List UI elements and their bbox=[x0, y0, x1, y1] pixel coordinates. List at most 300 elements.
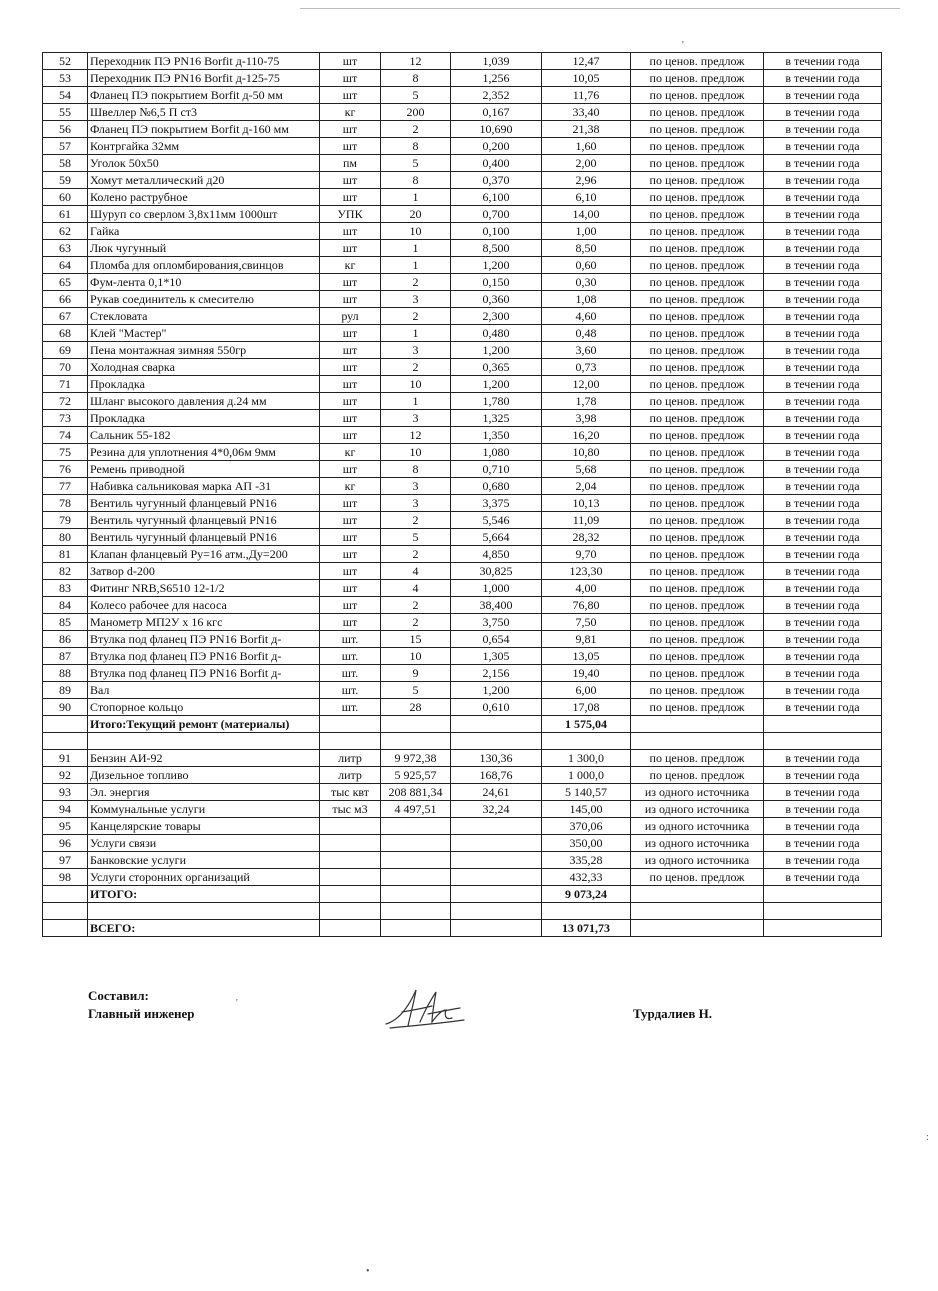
quantity-cell: 1 bbox=[381, 257, 451, 274]
table-row bbox=[43, 189, 882, 206]
total-sum-cell: 10,80 bbox=[542, 444, 631, 461]
row-number-cell: 86 bbox=[43, 631, 88, 648]
procurement-method-cell: по ценов. предлож bbox=[631, 206, 764, 223]
unit-price-cell: 6,100 bbox=[451, 189, 542, 206]
quantity-cell bbox=[381, 716, 451, 733]
unit-cell: шт bbox=[320, 461, 381, 478]
unit-cell: шт. bbox=[320, 631, 381, 648]
table-row bbox=[43, 376, 882, 393]
procurement-method-cell: по ценов. предлож bbox=[631, 393, 764, 410]
item-name-cell: Стопорное кольцо bbox=[88, 699, 320, 716]
delivery-term-cell: в течении года bbox=[764, 393, 882, 410]
unit-cell: шт bbox=[320, 376, 381, 393]
unit-price-cell: 0,480 bbox=[451, 325, 542, 342]
total-sum-cell: 432,33 bbox=[542, 869, 631, 886]
unit-cell bbox=[320, 886, 381, 903]
unit-price-cell bbox=[451, 733, 542, 750]
total-sum-cell: 0,48 bbox=[542, 325, 631, 342]
row-number-cell: 57 bbox=[43, 138, 88, 155]
total-sum-cell: 7,50 bbox=[542, 614, 631, 631]
table-row bbox=[43, 733, 882, 750]
unit-price-cell: 2,300 bbox=[451, 308, 542, 325]
procurement-method-cell: по ценов. предлож bbox=[631, 257, 764, 274]
row-number-cell: 58 bbox=[43, 155, 88, 172]
item-name-cell: Бензин АИ-92 bbox=[88, 750, 320, 767]
unit-price-cell: 1,200 bbox=[451, 342, 542, 359]
unit-cell bbox=[320, 903, 381, 920]
quantity-cell: 10 bbox=[381, 223, 451, 240]
total-sum-cell: 4,00 bbox=[542, 580, 631, 597]
delivery-term-cell: в течении года bbox=[764, 461, 882, 478]
unit-cell: шт bbox=[320, 410, 381, 427]
unit-cell: шт bbox=[320, 529, 381, 546]
delivery-term-cell: в течении года bbox=[764, 699, 882, 716]
total-sum-cell: 13,05 bbox=[542, 648, 631, 665]
quantity-cell: 1 bbox=[381, 325, 451, 342]
unit-price-cell: 5,546 bbox=[451, 512, 542, 529]
row-number-cell: 73 bbox=[43, 410, 88, 427]
total-sum-cell: 2,00 bbox=[542, 155, 631, 172]
total-sum-cell: 1 000,0 bbox=[542, 767, 631, 784]
unit-price-cell: 2,352 bbox=[451, 87, 542, 104]
procurement-method-cell: по ценов. предлож bbox=[631, 376, 764, 393]
delivery-term-cell: в течении года bbox=[764, 444, 882, 461]
table-row bbox=[43, 835, 882, 852]
item-name-cell: Стекловата bbox=[88, 308, 320, 325]
table-row bbox=[43, 155, 882, 172]
table-row bbox=[43, 70, 882, 87]
total-sum-cell: 1 575,04 bbox=[542, 716, 631, 733]
unit-cell: пм bbox=[320, 155, 381, 172]
delivery-term-cell: в течении года bbox=[764, 189, 882, 206]
unit-price-cell bbox=[451, 886, 542, 903]
quantity-cell bbox=[381, 920, 451, 937]
quantity-cell bbox=[381, 886, 451, 903]
unit-price-cell: 5,664 bbox=[451, 529, 542, 546]
unit-cell: рул bbox=[320, 308, 381, 325]
row-number-cell: 52 bbox=[43, 53, 88, 70]
delivery-term-cell: в течении года bbox=[764, 257, 882, 274]
delivery-term-cell: в течении года bbox=[764, 801, 882, 818]
quantity-cell: 3 bbox=[381, 478, 451, 495]
row-number-cell: 66 bbox=[43, 291, 88, 308]
table-row bbox=[43, 444, 882, 461]
table-row bbox=[43, 563, 882, 580]
total-sum-cell: 12,47 bbox=[542, 53, 631, 70]
procurement-method-cell: по ценов. предлож bbox=[631, 325, 764, 342]
procurement-method-cell: по ценов. предлож bbox=[631, 665, 764, 682]
unit-price-cell bbox=[451, 716, 542, 733]
total-sum-cell: 76,80 bbox=[542, 597, 631, 614]
scan-speck: ' bbox=[236, 998, 238, 1009]
row-number-cell: 83 bbox=[43, 580, 88, 597]
total-sum-cell: 350,00 bbox=[542, 835, 631, 852]
quantity-cell: 9 972,38 bbox=[381, 750, 451, 767]
row-number-cell: 75 bbox=[43, 444, 88, 461]
row-number-cell: 94 bbox=[43, 801, 88, 818]
item-name-cell: Канцелярские товары bbox=[88, 818, 320, 835]
table-row bbox=[43, 597, 882, 614]
procurement-method-cell bbox=[631, 903, 764, 920]
quantity-cell: 8 bbox=[381, 70, 451, 87]
quantity-cell: 1 bbox=[381, 240, 451, 257]
total-sum-cell: 16,20 bbox=[542, 427, 631, 444]
delivery-term-cell: в течении года bbox=[764, 512, 882, 529]
row-number-cell: 69 bbox=[43, 342, 88, 359]
procurement-method-cell: по ценов. предлож bbox=[631, 308, 764, 325]
row-number-cell: 85 bbox=[43, 614, 88, 631]
total-sum-cell: 3,98 bbox=[542, 410, 631, 427]
total-sum-cell: 0,73 bbox=[542, 359, 631, 376]
table-row bbox=[43, 138, 882, 155]
quantity-cell bbox=[381, 903, 451, 920]
quantity-cell: 2 bbox=[381, 359, 451, 376]
table-row bbox=[43, 784, 882, 801]
quantity-cell: 2 bbox=[381, 614, 451, 631]
quantity-cell bbox=[381, 835, 451, 852]
unit-price-cell: 0,360 bbox=[451, 291, 542, 308]
item-name-cell: Клапан фланцевый Ру=16 атм.,Ду=200 bbox=[88, 546, 320, 563]
item-name-cell: Фитинг NRB,S6510 12-1/2 bbox=[88, 580, 320, 597]
table-row bbox=[43, 852, 882, 869]
row-number-cell: 72 bbox=[43, 393, 88, 410]
delivery-term-cell: в течении года bbox=[764, 240, 882, 257]
quantity-cell: 8 bbox=[381, 461, 451, 478]
unit-price-cell: 1,200 bbox=[451, 376, 542, 393]
total-sum-cell: 11,09 bbox=[542, 512, 631, 529]
unit-price-cell: 1,200 bbox=[451, 682, 542, 699]
table-row bbox=[43, 427, 882, 444]
row-number-cell bbox=[43, 733, 88, 750]
position-label: Главный инженер bbox=[88, 1006, 195, 1021]
item-name-cell: Холодная сварка bbox=[88, 359, 320, 376]
table-row bbox=[43, 801, 882, 818]
row-number-cell: 95 bbox=[43, 818, 88, 835]
delivery-term-cell: в течении года bbox=[764, 682, 882, 699]
delivery-term-cell: в течении года bbox=[764, 767, 882, 784]
unit-price-cell: 1,000 bbox=[451, 580, 542, 597]
unit-price-cell: 1,039 bbox=[451, 53, 542, 70]
table-row bbox=[43, 903, 882, 920]
quantity-cell: 20 bbox=[381, 206, 451, 223]
unit-cell: шт bbox=[320, 512, 381, 529]
unit-cell: шт bbox=[320, 138, 381, 155]
row-number-cell: 76 bbox=[43, 461, 88, 478]
table-row bbox=[43, 410, 882, 427]
quantity-cell: 2 bbox=[381, 512, 451, 529]
item-name-cell: Пена монтажная зимняя 550гр bbox=[88, 342, 320, 359]
table-row bbox=[43, 631, 882, 648]
table-row bbox=[43, 121, 882, 138]
quantity-cell: 4 bbox=[381, 563, 451, 580]
unit-price-cell: 1,256 bbox=[451, 70, 542, 87]
delivery-term-cell: в течении года bbox=[764, 546, 882, 563]
delivery-term-cell bbox=[764, 716, 882, 733]
procurement-method-cell: по ценов. предлож bbox=[631, 563, 764, 580]
procurement-method-cell: по ценов. предлож bbox=[631, 546, 764, 563]
item-name-cell: Колесо рабочее для насоса bbox=[88, 597, 320, 614]
procurement-method-cell: по ценов. предлож bbox=[631, 410, 764, 427]
quantity-cell: 4 497,51 bbox=[381, 801, 451, 818]
row-number-cell bbox=[43, 903, 88, 920]
item-name-cell: Пломба для опломбирования,свинцов bbox=[88, 257, 320, 274]
procurement-method-cell: по ценов. предлож bbox=[631, 427, 764, 444]
unit-cell: шт bbox=[320, 359, 381, 376]
quantity-cell: 10 bbox=[381, 376, 451, 393]
procurement-method-cell bbox=[631, 716, 764, 733]
item-name-cell: Услуги связи bbox=[88, 835, 320, 852]
row-number-cell: 67 bbox=[43, 308, 88, 325]
unit-price-cell: 30,825 bbox=[451, 563, 542, 580]
procurement-method-cell bbox=[631, 733, 764, 750]
delivery-term-cell: в течении года bbox=[764, 818, 882, 835]
item-name-cell bbox=[88, 733, 320, 750]
item-name-cell: Прокладка bbox=[88, 376, 320, 393]
delivery-term-cell: в течении года bbox=[764, 359, 882, 376]
quantity-cell: 2 bbox=[381, 274, 451, 291]
row-number-cell: 88 bbox=[43, 665, 88, 682]
item-name-cell: Люк чугунный bbox=[88, 240, 320, 257]
quantity-cell: 2 bbox=[381, 308, 451, 325]
row-number-cell: 92 bbox=[43, 767, 88, 784]
unit-cell: шт. bbox=[320, 648, 381, 665]
scan-mark: ' bbox=[682, 40, 684, 51]
unit-cell: кг bbox=[320, 444, 381, 461]
delivery-term-cell: в течении года bbox=[764, 376, 882, 393]
compiled-label: Составил: bbox=[88, 988, 149, 1003]
unit-cell: кг bbox=[320, 257, 381, 274]
delivery-term-cell: в течении года bbox=[764, 410, 882, 427]
unit-price-cell: 0,370 bbox=[451, 172, 542, 189]
total-sum-cell: 1,78 bbox=[542, 393, 631, 410]
unit-cell: шт bbox=[320, 189, 381, 206]
quantity-cell: 8 bbox=[381, 172, 451, 189]
quantity-cell bbox=[381, 733, 451, 750]
quantity-cell: 3 bbox=[381, 495, 451, 512]
quantity-cell: 12 bbox=[381, 53, 451, 70]
row-number-cell: 77 bbox=[43, 478, 88, 495]
delivery-term-cell: в течении года bbox=[764, 580, 882, 597]
delivery-term-cell: в течении года bbox=[764, 274, 882, 291]
item-name-cell: Услуги сторонних организаций bbox=[88, 869, 320, 886]
unit-cell: шт bbox=[320, 427, 381, 444]
row-number-cell: 89 bbox=[43, 682, 88, 699]
procurement-method-cell: по ценов. предлож bbox=[631, 274, 764, 291]
item-name-cell: Коммунальные услуги bbox=[88, 801, 320, 818]
item-name-cell: Дизельное топливо bbox=[88, 767, 320, 784]
procurement-method-cell: по ценов. предлож bbox=[631, 189, 764, 206]
unit-price-cell: 0,167 bbox=[451, 104, 542, 121]
total-sum-cell: 5 140,57 bbox=[542, 784, 631, 801]
unit-cell: шт bbox=[320, 597, 381, 614]
total-sum-cell: 3,60 bbox=[542, 342, 631, 359]
table-row bbox=[43, 325, 882, 342]
total-sum-cell: 6,10 bbox=[542, 189, 631, 206]
procurement-method-cell: по ценов. предлож bbox=[631, 87, 764, 104]
total-sum-cell: 10,05 bbox=[542, 70, 631, 87]
quantity-cell: 208 881,34 bbox=[381, 784, 451, 801]
item-name-cell: Вентиль чугунный фланцевый PN16 bbox=[88, 512, 320, 529]
quantity-cell: 1 bbox=[381, 393, 451, 410]
table-row bbox=[43, 750, 882, 767]
item-name-cell: ИТОГО: bbox=[88, 886, 320, 903]
item-name-cell: Колено раструбное bbox=[88, 189, 320, 206]
unit-price-cell: 1,350 bbox=[451, 427, 542, 444]
procurement-method-cell: по ценов. предлож bbox=[631, 291, 764, 308]
delivery-term-cell bbox=[764, 886, 882, 903]
delivery-term-cell bbox=[764, 903, 882, 920]
item-name-cell: Вал bbox=[88, 682, 320, 699]
unit-price-cell: 1,305 bbox=[451, 648, 542, 665]
procurement-method-cell: по ценов. предлож bbox=[631, 70, 764, 87]
row-number-cell: 98 bbox=[43, 869, 88, 886]
item-name-cell: Сальник 55-182 bbox=[88, 427, 320, 444]
procurement-method-cell bbox=[631, 920, 764, 937]
unit-price-cell: 130,36 bbox=[451, 750, 542, 767]
total-sum-cell: 9 073,24 bbox=[542, 886, 631, 903]
unit-cell bbox=[320, 852, 381, 869]
quantity-cell: 8 bbox=[381, 138, 451, 155]
quantity-cell: 5 bbox=[381, 682, 451, 699]
row-number-cell: 59 bbox=[43, 172, 88, 189]
row-number-cell: 97 bbox=[43, 852, 88, 869]
total-sum-cell: 0,60 bbox=[542, 257, 631, 274]
row-number-cell: 96 bbox=[43, 835, 88, 852]
total-sum-cell: 6,00 bbox=[542, 682, 631, 699]
table-row bbox=[43, 699, 882, 716]
table-row bbox=[43, 104, 882, 121]
delivery-term-cell: в течении года bbox=[764, 835, 882, 852]
item-name-cell: Швеллер №6,5 П ст3 bbox=[88, 104, 320, 121]
item-name-cell: Переходник ПЭ PN16 Borfit д-125-75 bbox=[88, 70, 320, 87]
row-number-cell: 63 bbox=[43, 240, 88, 257]
total-sum-cell: 9,70 bbox=[542, 546, 631, 563]
delivery-term-cell: в течении года bbox=[764, 53, 882, 70]
item-name-cell: Затвор d-200 bbox=[88, 563, 320, 580]
item-name-cell: Клей "Мастер" bbox=[88, 325, 320, 342]
procurement-method-cell: по ценов. предлож bbox=[631, 699, 764, 716]
unit-cell: шт. bbox=[320, 682, 381, 699]
quantity-cell: 10 bbox=[381, 648, 451, 665]
item-name-cell: Фланец ПЭ покрытием Borfit д-160 мм bbox=[88, 121, 320, 138]
item-name-cell: Рукав соединитель к смесителю bbox=[88, 291, 320, 308]
total-row bbox=[43, 716, 882, 733]
item-name-cell: Гайка bbox=[88, 223, 320, 240]
table-row bbox=[43, 291, 882, 308]
table-row bbox=[43, 172, 882, 189]
table-row bbox=[43, 580, 882, 597]
total-sum-cell: 145,00 bbox=[542, 801, 631, 818]
unit-price-cell: 2,156 bbox=[451, 665, 542, 682]
table-row bbox=[43, 257, 882, 274]
unit-cell: шт bbox=[320, 546, 381, 563]
unit-cell: шт bbox=[320, 53, 381, 70]
item-name-cell: ВСЕГО: bbox=[88, 920, 320, 937]
unit-cell: шт bbox=[320, 563, 381, 580]
total-sum-cell bbox=[542, 733, 631, 750]
procurement-method-cell: по ценов. предлож bbox=[631, 53, 764, 70]
unit-cell: шт bbox=[320, 495, 381, 512]
row-number-cell: 62 bbox=[43, 223, 88, 240]
unit-cell: шт. bbox=[320, 699, 381, 716]
item-name-cell: Прокладка bbox=[88, 410, 320, 427]
total-sum-cell: 9,81 bbox=[542, 631, 631, 648]
procurement-method-cell: по ценов. предлож bbox=[631, 478, 764, 495]
quantity-cell: 200 bbox=[381, 104, 451, 121]
unit-cell: шт bbox=[320, 325, 381, 342]
quantity-cell bbox=[381, 852, 451, 869]
unit-price-cell: 0,710 bbox=[451, 461, 542, 478]
total-sum-cell: 1,08 bbox=[542, 291, 631, 308]
quantity-cell bbox=[381, 869, 451, 886]
total-sum-cell: 2,04 bbox=[542, 478, 631, 495]
unit-price-cell bbox=[451, 903, 542, 920]
item-name-cell: Хомут металлический д20 bbox=[88, 172, 320, 189]
unit-price-cell: 0,680 bbox=[451, 478, 542, 495]
unit-price-cell bbox=[451, 852, 542, 869]
item-name-cell bbox=[88, 903, 320, 920]
unit-cell: кг bbox=[320, 478, 381, 495]
scan-speck: • bbox=[366, 1266, 370, 1277]
unit-price-cell: 10,690 bbox=[451, 121, 542, 138]
item-name-cell: Втулка под фланец ПЭ PN16 Borfit д- bbox=[88, 648, 320, 665]
total-sum-cell: 335,28 bbox=[542, 852, 631, 869]
quantity-cell: 4 bbox=[381, 580, 451, 597]
quantity-cell: 3 bbox=[381, 342, 451, 359]
signature-icon bbox=[380, 984, 470, 1034]
delivery-term-cell: в течении года bbox=[764, 784, 882, 801]
quantity-cell: 3 bbox=[381, 291, 451, 308]
item-name-cell: Шланг высокого давления д.24 мм bbox=[88, 393, 320, 410]
unit-price-cell bbox=[451, 869, 542, 886]
delivery-term-cell: в течении года bbox=[764, 291, 882, 308]
delivery-term-cell: в течении года bbox=[764, 138, 882, 155]
table-row bbox=[43, 818, 882, 835]
item-name-cell: Переходник ПЭ PN16 Borfit д-110-75 bbox=[88, 53, 320, 70]
delivery-term-cell: в течении года bbox=[764, 342, 882, 359]
total-sum-cell: 33,40 bbox=[542, 104, 631, 121]
unit-price-cell: 3,750 bbox=[451, 614, 542, 631]
delivery-term-cell: в течении года bbox=[764, 495, 882, 512]
quantity-cell: 1 bbox=[381, 189, 451, 206]
item-name-cell: Уголок 50х50 bbox=[88, 155, 320, 172]
table-row bbox=[43, 614, 882, 631]
item-name-cell: Эл. энергия bbox=[88, 784, 320, 801]
row-number-cell: 87 bbox=[43, 648, 88, 665]
procurement-method-cell: по ценов. предлож bbox=[631, 750, 764, 767]
delivery-term-cell: в течении года bbox=[764, 87, 882, 104]
unit-cell: шт bbox=[320, 121, 381, 138]
table-row bbox=[43, 240, 882, 257]
row-number-cell: 93 bbox=[43, 784, 88, 801]
quantity-cell: 12 bbox=[381, 427, 451, 444]
unit-price-cell: 1,080 bbox=[451, 444, 542, 461]
procurement-method-cell: по ценов. предлож bbox=[631, 359, 764, 376]
procurement-method-cell: по ценов. предлож bbox=[631, 138, 764, 155]
total-sum-cell: 370,06 bbox=[542, 818, 631, 835]
delivery-term-cell: в течении года bbox=[764, 325, 882, 342]
quantity-cell bbox=[381, 818, 451, 835]
table-row bbox=[43, 682, 882, 699]
row-number-cell: 82 bbox=[43, 563, 88, 580]
row-number-cell: 53 bbox=[43, 70, 88, 87]
unit-cell: шт bbox=[320, 342, 381, 359]
procurement-method-cell: по ценов. предлож bbox=[631, 682, 764, 699]
unit-cell: тыс квт bbox=[320, 784, 381, 801]
procurement-method-cell: по ценов. предлож bbox=[631, 614, 764, 631]
quantity-cell: 5 bbox=[381, 87, 451, 104]
procurement-method-cell: из одного источника bbox=[631, 835, 764, 852]
